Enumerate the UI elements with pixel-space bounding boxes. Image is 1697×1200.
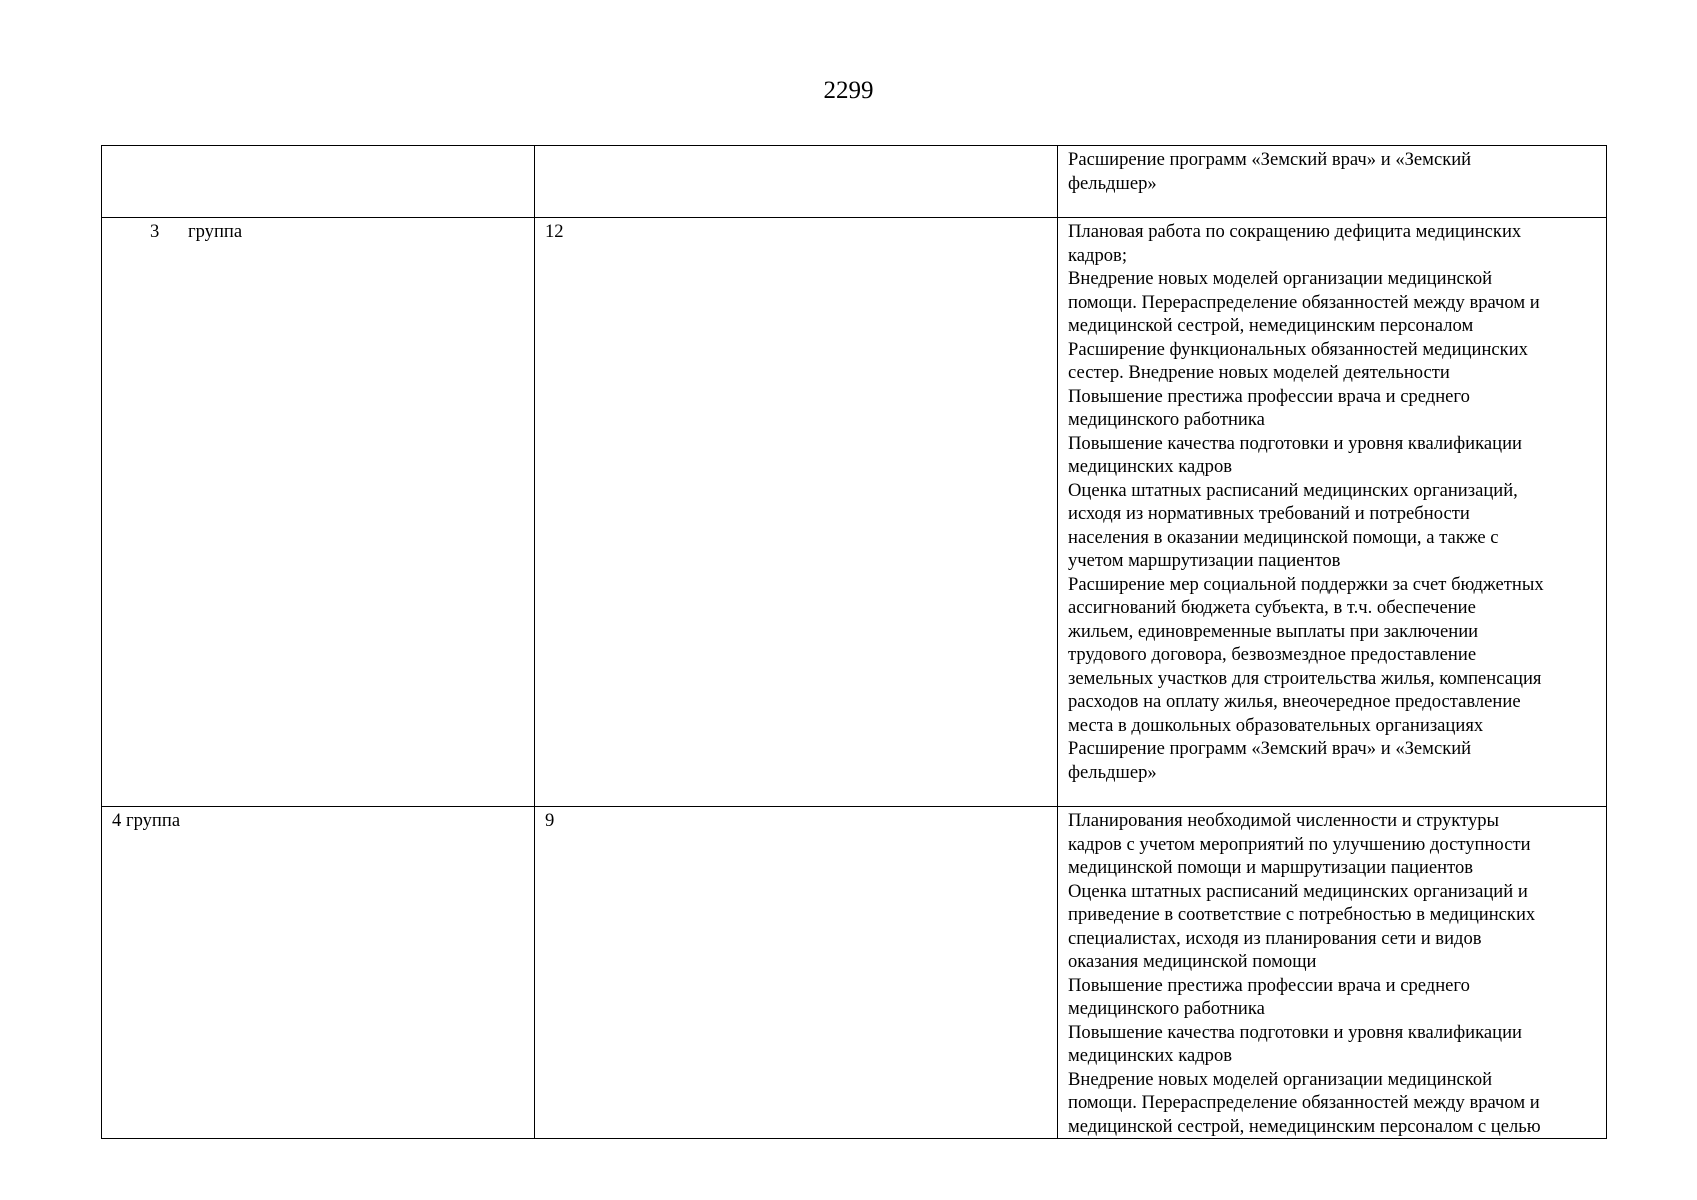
table-row [102,218,1607,807]
count-cell [535,146,1058,218]
measure-line: оказания медицинской помощи [1068,951,1317,972]
measure-line: Расширение программ «Земский врач» и «Земский [1068,738,1472,759]
table-row [102,146,1607,218]
measure-line: медицинских кадров [1068,456,1233,477]
measure-line: Внедрение новых моделей организации медицинской [1068,268,1493,289]
measure-line: Расширение мер социальной поддержки за счет бюджетных [1068,573,1544,595]
measure-line: медицинского работника [1068,998,1265,1019]
measure-line: Планирования необходимой численности и структуры [1068,810,1500,831]
group-cell: 4 группа [102,807,535,1139]
table-row [102,807,1607,1139]
measure-line: земельных участков для строительства жилья, компенсация [1068,667,1542,689]
measure-line: населения в оказании медицинской помощи, а также с [1068,526,1499,548]
measure-line: места в дошкольных образовательных организациях [1068,714,1484,736]
measure-line: трудового договора, безвозмездное предоставление [1068,644,1477,665]
count-cell: 9 [535,807,1058,1139]
count-cell: 12 [535,218,1058,807]
measure-line: кадров с учетом мероприятий по улучшению доступности [1068,833,1531,855]
measure-line: учетом маршрутизации пациентов [1068,550,1341,571]
measure-line: жильем, единовременные выплаты при заключении [1068,620,1479,642]
measure-line: помощи. Перераспределение обязанностей между врачом и [1068,1092,1540,1113]
measure-line: помощи. Перераспределение обязанностей между врачом и [1068,291,1540,313]
measure-line: медицинских кадров [1068,1045,1233,1066]
measures-cell [1058,146,1607,218]
measure-line: Расширение программ «Земский врач» и «Земский [1068,149,1472,170]
measures-cell [1058,218,1607,807]
measure-line: сестер. Внедрение новых моделей деятельности [1068,362,1450,383]
group-number: 3 [150,221,160,242]
measure-line: фельдшер» [1068,172,1157,194]
measure-line: медицинской сестрой, немедицинским персоналом с целью [1068,1115,1541,1137]
measure-line: медицинской помощи и маршрутизации пациентов [1068,857,1474,878]
measure-line: Повышение престижа профессии врача и среднего [1068,974,1470,996]
measures-lines [1068,809,1596,1138]
measures-cell [1058,807,1607,1139]
group-cell [102,146,535,218]
measure-line: Повышение качества подготовки и уровня квалификации [1068,1021,1522,1043]
group-label: группа [188,221,243,242]
measure-line: Повышение качества подготовки и уровня квалификации [1068,432,1522,454]
measure-line: медицинской сестрой, немедицинским персоналом [1068,315,1474,336]
measures-table [101,145,1607,1139]
measures-lines [1068,148,1596,195]
measure-line: ассигнований бюджета субъекта, в т.ч. обеспечение [1068,597,1476,618]
measure-line: специалистах, исходя из планирования сети и видов [1068,927,1482,949]
measure-line: Внедрение новых моделей организации медицинской [1068,1068,1493,1090]
measure-line: исходя из нормативных требований и потребности [1068,503,1470,524]
measure-line: Расширение функциональных обязанностей медицинских [1068,338,1528,360]
group-cell [102,218,535,807]
measure-line: Повышение престижа профессии врача и среднего [1068,385,1470,407]
measure-line: медицинского работника [1068,409,1265,430]
measure-line: приведение в соответствие с потребностью в медицинских [1068,904,1536,925]
measure-line: Плановая работа по сокращению дефицита медицинских [1068,221,1522,242]
page-number: 2299 [823,77,874,104]
measure-line: Оценка штатных расписаний медицинских организаций и [1068,880,1528,902]
measure-line: фельдшер» [1068,761,1157,783]
measure-line: расходов на оплату жилья, внеочередное предоставление [1068,691,1521,712]
measure-line: Оценка штатных расписаний медицинских организаций, [1068,479,1518,501]
measure-line: кадров; [1068,244,1128,266]
measures-lines [1068,220,1596,784]
